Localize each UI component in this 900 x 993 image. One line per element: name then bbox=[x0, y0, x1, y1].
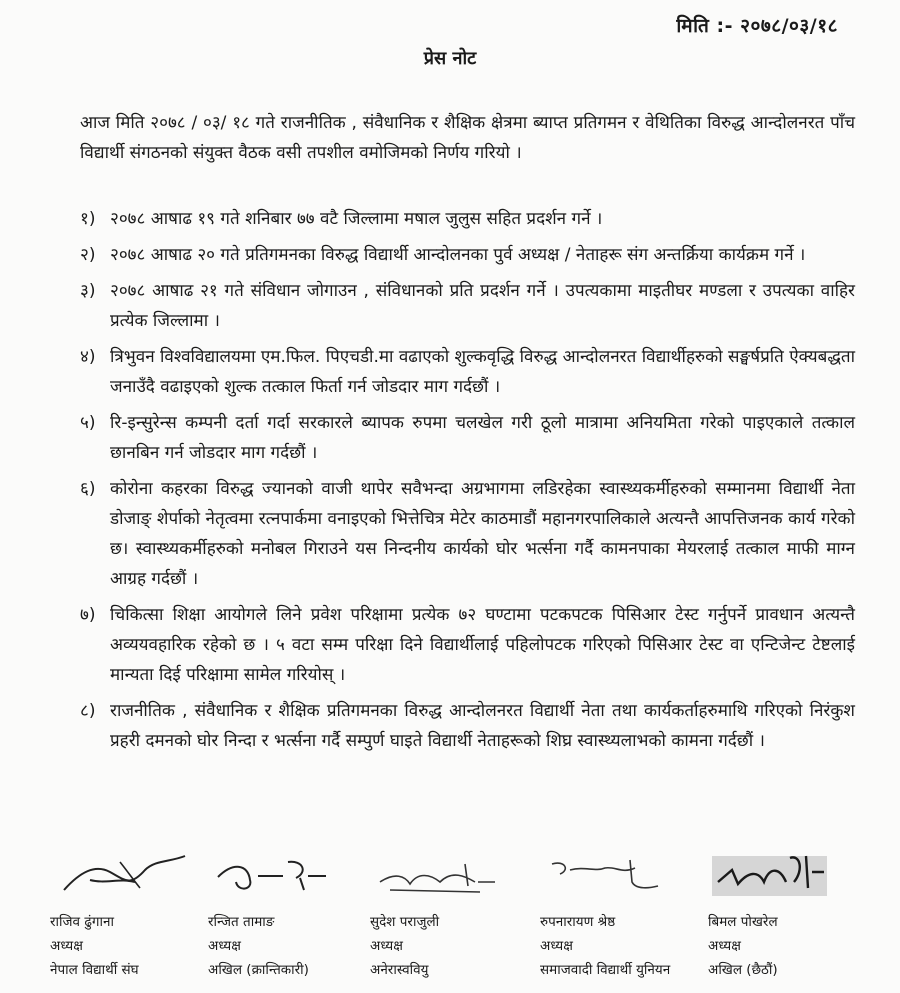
signatory-1 bbox=[50, 842, 210, 982]
list-item bbox=[80, 474, 855, 594]
list-item-number: २) bbox=[80, 245, 96, 265]
decision-list bbox=[80, 204, 855, 762]
list-item-number: ३) bbox=[80, 281, 96, 301]
list-item bbox=[80, 696, 855, 756]
list-item bbox=[80, 240, 855, 270]
signatory-3 bbox=[370, 842, 530, 982]
signature-block bbox=[0, 842, 900, 993]
list-item-text: रि-इन्सुरेन्स कम्पनी दर्ता गर्दा सरकारले ब्यापक रुपमा चलखेल गरी ठूलो मात्रामा अनियमिता गरेको पाइएकाले तत्काल छानबिन गर्न जोडदार माग गर्दछौं । bbox=[110, 413, 855, 463]
signatory-org: अखिल (क्रान्तिकारी) bbox=[208, 962, 309, 978]
signatory-2 bbox=[208, 842, 368, 982]
signatory-org: अखिल (छैठौं) bbox=[708, 962, 778, 978]
signatory-org: नेपाल विद्यार्थी संघ bbox=[50, 962, 139, 978]
list-item-number: १) bbox=[80, 209, 96, 229]
handwritten-signature-5 bbox=[708, 842, 858, 902]
list-item-text: राजनीतिक , संवैधानिक र शैक्षिक प्रतिगमनका विरुद्ध आन्दोलनरत विद्यार्थी नेता तथा कार्यकर्ताहरुमाथि गरिएको निरंकुश प्रहरी दमनको घोर निन्दा र भर्त्सना गर्दै सम्पुर्ण घाइते विद्यार्थी नेताहरूको शिघ्र स्वास्थ्यलाभको कामना गर्दछौं । bbox=[110, 701, 855, 751]
signatory-name: बिमल पोखरेल bbox=[708, 914, 778, 930]
signatory-role: अध्यक्ष bbox=[208, 938, 241, 954]
signatory-name: रन्जित तामाङ bbox=[208, 914, 275, 930]
handwritten-signature-2 bbox=[208, 842, 358, 902]
list-item bbox=[80, 204, 855, 234]
press-note-title: प्रेस नोट bbox=[423, 48, 477, 69]
intro-paragraph: आज मिति २०७८ / ०३/ १८ गते राजनीतिक , संवैधानिक र शैक्षिक क्षेत्रमा ब्याप्त प्रतिगमन र वेथितिका विरुद्ध आन्दोलनरत पाँच विद्यार्थी संगठनको संयुक्त वैठक वसी तपशील वमोजिमको निर्णय गरियो । bbox=[80, 113, 855, 163]
list-item-text: २०७८ आषाढ २० गते प्रतिगमनका विरुद्ध विद्यार्थी आन्दोलनका पुर्व अध्यक्ष / नेताहरू संग अन्तर्क्रिया कार्यक्रम गर्ने । bbox=[110, 245, 806, 265]
signatory-name: रुपनारायण श्रेष्ठ bbox=[540, 914, 616, 930]
press-note-date: मिति :- २०७८/०३/१८ bbox=[676, 15, 838, 37]
list-item bbox=[80, 342, 855, 402]
handwritten-signature-4 bbox=[540, 842, 690, 902]
list-item bbox=[80, 276, 855, 336]
list-item-number: ७) bbox=[80, 605, 96, 625]
handwritten-signature-3 bbox=[370, 842, 520, 902]
list-item-text: २०७८ आषाढ २१ गते संविधान जोगाउन , संविधानको प्रति प्रदर्शन गर्ने । उपत्यकामा माइतीघर मण्डला र उपत्यका वाहिर प्रत्येक जिल्लामा । bbox=[110, 281, 855, 331]
signatory-name: राजिव ढुंगाना bbox=[50, 914, 115, 930]
list-item bbox=[80, 600, 855, 690]
signatory-role: अध्यक्ष bbox=[50, 938, 83, 954]
handwritten-signature-1 bbox=[50, 842, 200, 902]
list-item bbox=[80, 408, 855, 468]
signatory-org: समाजवादी विद्यार्थी युनियन bbox=[540, 962, 671, 978]
list-item-number: ८) bbox=[80, 701, 96, 721]
list-item-number: ५) bbox=[80, 413, 96, 433]
list-item-number: ४) bbox=[80, 347, 96, 367]
signatory-org: अनेरास्ववियु bbox=[370, 962, 429, 978]
signatory-role: अध्यक्ष bbox=[370, 938, 403, 954]
list-item-text: त्रिभुवन विश्वविद्यालयमा एम.फिल. पिएचडी.मा वढाएको शुल्कवृद्धि विरुद्ध आन्दोलनरत विद्यार्थीहरुको सङ्घर्षप्रति ऐक्यबद्धता जनाउँदै वढाइएको शुल्क तत्काल फिर्ता गर्न जोडदार माग गर्दछौं । bbox=[110, 347, 855, 397]
list-item-text: चिकित्सा शिक्षा आयोगले लिने प्रवेश परिक्षामा प्रत्येक ७२ घण्टामा पटकपटक पिसिआर टेस्ट गर्नुपर्ने प्रावधान अत्यन्तै अव्ययवहारिक रहेको छ । ५ वटा सम्म परिक्षा दिने विद्यार्थीलाई पहिलोपटक गरिएको पिसिआर टेस्ट वा एन्टिजेन्ट टेष्टलाई मान्यता दिई परिक्षामा सामेल गरियोस् । bbox=[110, 605, 855, 685]
signatory-4 bbox=[540, 842, 700, 982]
list-item-number: ६) bbox=[80, 479, 96, 499]
signatory-name: सुदेश पराजुली bbox=[370, 914, 440, 930]
list-item-text: २०७८ आषाढ १९ गते शनिबार ७७ वटै जिल्लामा मषाल जुलुस सहित प्रदर्शन गर्ने । bbox=[110, 209, 603, 229]
signatory-5 bbox=[708, 842, 868, 982]
list-item-text: कोरोना कहरका विरुद्ध ज्यानको वाजी थापेर सवैभन्दा अग्रभागमा लडिरहेका स्वास्थ्यकर्मीहरुको सम्मानमा विद्यार्थी नेता डोजाङ् शेर्पाको नेतृत्वमा रत्नपार्कमा वनाइएको भित्तेचित्र मेटेर काठमाडौं महानगरपालिकाले अत्यन्तै आपत्तिजनक कार्य गरेको छ। स्वास्थ्यकर्मीहरुको मनोबल गिराउने यस निन्दनीय कार्यको घोर भर्त्सना गर्दै कामनपाका मेयरलाई तत्काल माफी माग्न आग्रह गर्दछौं । bbox=[110, 479, 855, 589]
signatory-role: अध्यक्ष bbox=[540, 938, 573, 954]
signatory-role: अध्यक्ष bbox=[708, 938, 741, 954]
